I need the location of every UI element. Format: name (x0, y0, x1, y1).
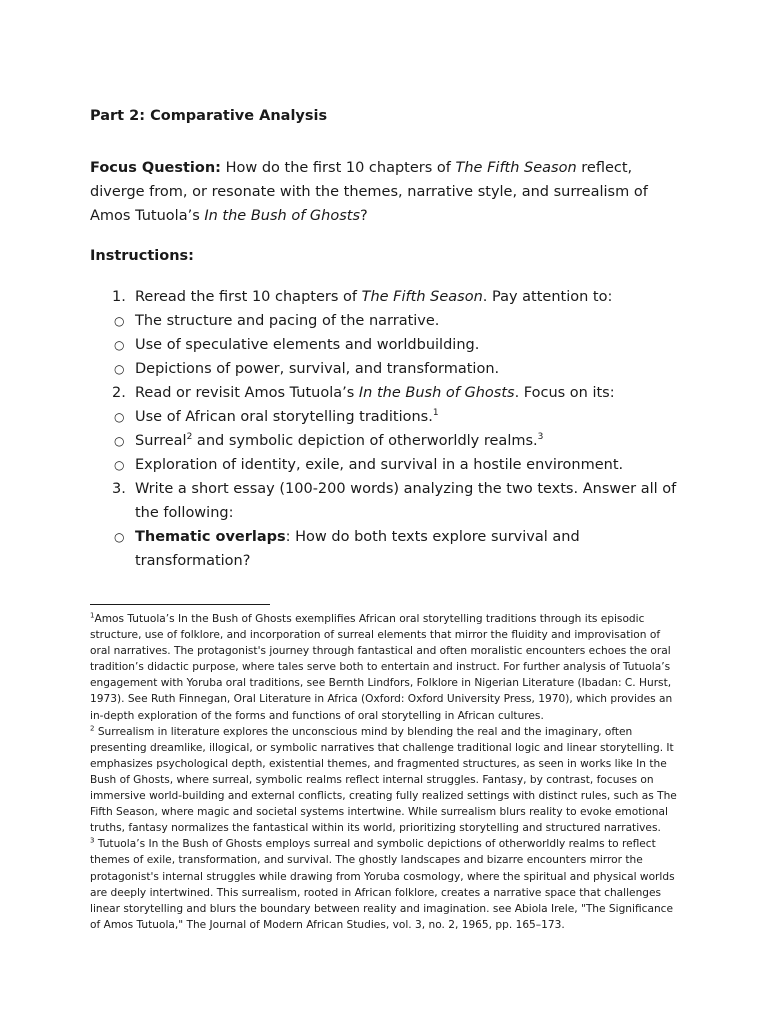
hollow-bullet-icon: ○ (114, 314, 125, 328)
hollow-bullet-icon: ○ (114, 458, 125, 472)
instructions-label: Instructions: (90, 248, 194, 264)
footnote (90, 836, 680, 933)
footnote-ref[interactable]: 2 (186, 432, 193, 443)
list-item (90, 477, 690, 525)
footnote (90, 724, 680, 837)
sub-list-item (90, 333, 690, 357)
hollow-bullet-icon: ○ (114, 362, 125, 376)
step-title: In the Bush of Ghosts (358, 385, 515, 401)
hollow-bullet-icon: ○ (114, 410, 125, 424)
step-text: Reread the first 10 chapters of (135, 289, 362, 305)
sub-item-text: Depictions of power, survival, and transformation. (135, 361, 500, 377)
sub-list-item (90, 405, 690, 429)
focus-title-2: In the Bush of Ghosts (204, 208, 361, 224)
footnote-mark: 2 (90, 724, 95, 733)
list-item (90, 381, 690, 405)
focus-text-2: reflect, diverge from, or resonate with the themes, narrative style, and surrealism of Amos Tutuola’s (90, 160, 648, 224)
footnote-mark: 3 (90, 836, 95, 845)
footnote-ref[interactable]: 1 (432, 408, 439, 419)
footnote-text: Amos Tutuola’s In the Bush of Ghosts exemplifies African oral storytelling traditions through its episodic structure, use of folklore, and incorporation of surreal elements that mirror the fluidity and improvisation of oral narratives. The protagonist's journey through fantastical and often moralistic encounters echoes the oral tradition’s didactic purpose, where tales serve both to entertain and instruct. For further analysis of Tutuola’s engagement with Yoruba oral traditions, see Bernth Lindfors, Folklore in Nigerian Literature (Ibadan: C. Hurst, 1973). See Ruth Finnegan, Oral Literature in Africa (Oxford: Oxford University Press, 1970), which provides an in-depth exploration of the forms and functions of oral storytelling in African cultures. (90, 613, 673, 722)
hollow-bullet-icon: ○ (114, 434, 125, 448)
sub-item-text: The structure and pacing of the narrative. (135, 313, 440, 329)
focus-text-3: ? (360, 208, 368, 224)
sub-item-text: and symbolic depiction of otherworldly realms. (192, 433, 538, 449)
sub-item-text: Exploration of identity, exile, and survival in a hostile environment. (135, 457, 624, 473)
step-title: The Fifth Season (361, 289, 483, 305)
focus-text-1: How do the first 10 chapters of (220, 160, 456, 176)
footnotes (90, 611, 680, 933)
step-number: 2. (112, 385, 126, 401)
footnote-mark: 1 (90, 611, 95, 620)
part-heading: Part 2: Comparative Analysis (90, 108, 328, 124)
sub-list-item (90, 357, 690, 381)
footnote-divider (90, 604, 270, 605)
footnote-ref[interactable]: 3 (537, 432, 544, 443)
focus-label: Focus Question: (90, 160, 221, 176)
sub-list-item (90, 453, 690, 477)
step-text: . Focus on its: (514, 385, 615, 401)
step-number: 1. (112, 289, 126, 305)
step-text: Write a short essay (100-200 words) analyzing the two texts. Answer all of the following: (135, 481, 677, 521)
sub-list-item (90, 309, 690, 333)
step-text: Read or revisit Amos Tutuola’s (135, 385, 359, 401)
sub-item-text: Use of African oral storytelling traditions. (135, 409, 433, 425)
sub-item-text: : How do both texts explore survival and transformation? (135, 529, 580, 569)
sub-item-bold: Thematic overlaps (135, 529, 286, 545)
hollow-bullet-icon: ○ (114, 530, 125, 544)
footnote-text: Surrealism in literature explores the unconscious mind by blending the real and the imaginary, often presenting dreamlike, illogical, or symbolic narratives that challenge traditional logic and linear storytelling. It emphasizes psychological depth, existential themes, and fragmented structures, as seen in works like In the Bush of Ghosts, where surreal, symbolic realms reflect internal struggles. Fantasy, by contrast, focuses on immersive world-building and external conflicts, creating fully realized settings with distinct rules, such as The Fifth Season, where magic and societal systems intertwine. While surrealism blurs reality to evoke emotional truths, fantasy normalizes the fantastical within its world, prioritizing storytelling and structured narratives. (90, 725, 677, 835)
list-item (90, 285, 690, 309)
focus-question (90, 156, 680, 228)
sub-item-text: Surreal (135, 433, 187, 449)
sub-list-item (90, 429, 690, 453)
focus-title-1: The Fifth Season (455, 160, 577, 176)
step-number: 3. (112, 481, 126, 497)
sub-item-text: Use of speculative elements and worldbuilding. (135, 337, 480, 353)
sub-list-item (90, 525, 690, 573)
footnote (90, 611, 680, 724)
footnote-text: Tutuola’s In the Bush of Ghosts employs surreal and symbolic depictions of otherworldly realms to reflect themes of exile, transformation, and survival. The ghostly landscapes and bizarre encounters mirror the protagonist's internal struggles while drawing from Yoruba cosmology, where the spiritual and physical worlds are deeply intertwined. This surrealism, rooted in African folklore, creates a narrative space that challenges linear storytelling and blurs the boundary between reality and imagination. see Abiola Irele, "The Significance of Amos Tutuola," The Journal of Modern African Studies, vol. 3, no. 2, 1965, pp. 165–173. (90, 838, 675, 931)
step-text: . Pay attention to: (482, 289, 613, 305)
hollow-bullet-icon: ○ (114, 338, 125, 352)
instructions-list (90, 285, 690, 573)
